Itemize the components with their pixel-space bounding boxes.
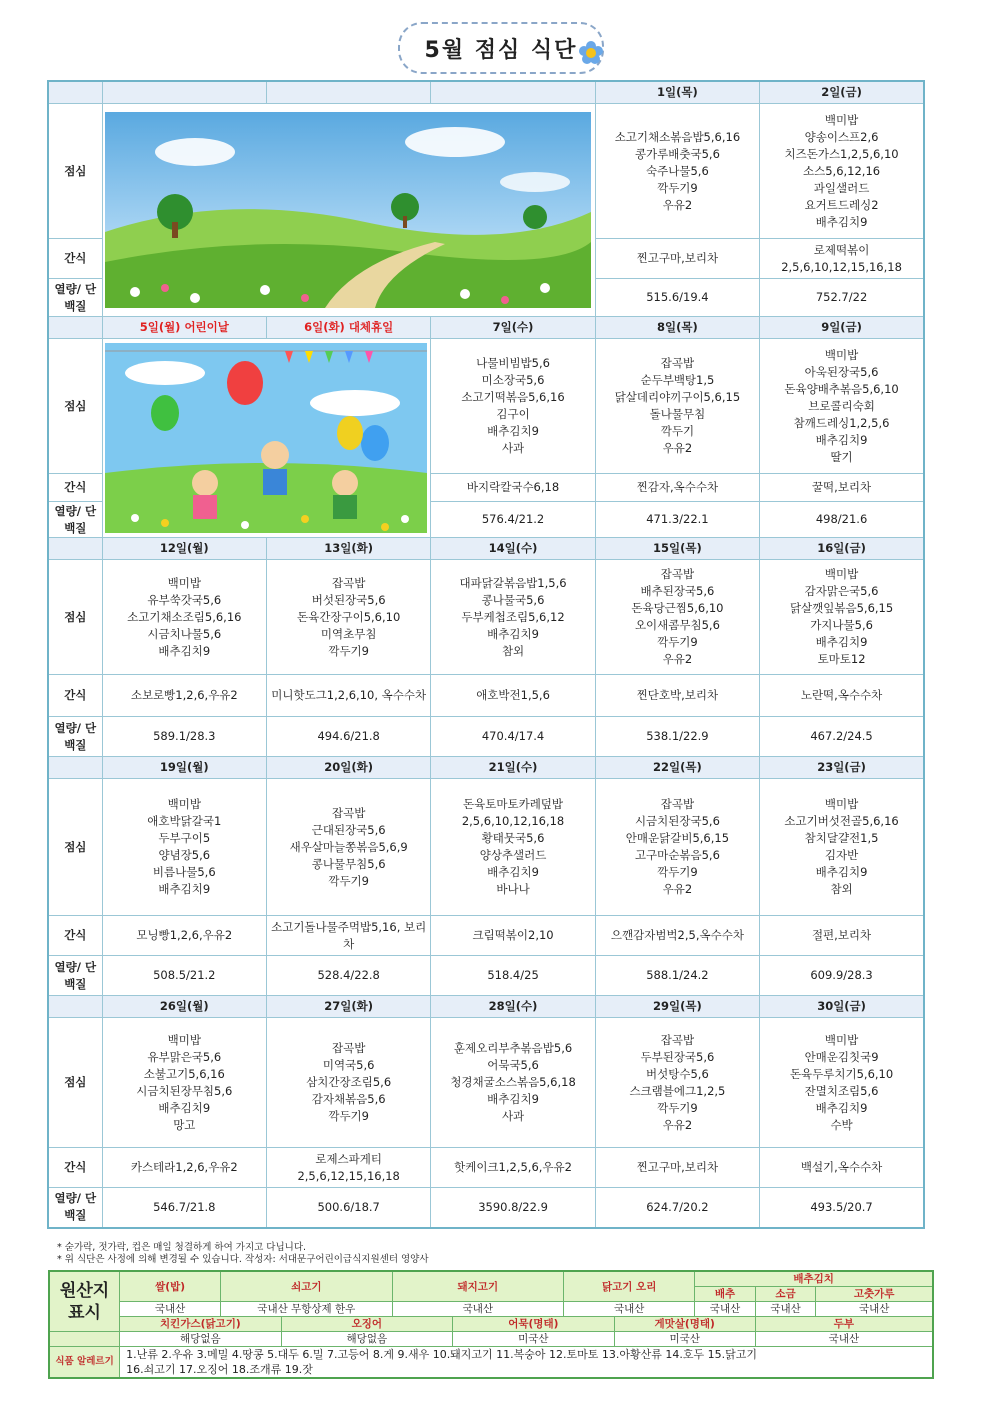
menu-item: 백미밥	[167, 797, 201, 811]
menu-item: 참치달걀전1,5	[804, 831, 879, 845]
snack-label: 간식	[48, 239, 102, 279]
snack-cell: 소고기돌나물주먹밥5,16, 보리차	[266, 916, 430, 956]
menu-item: 잡곡밥	[660, 567, 695, 581]
menu-item: 순두부백탕1,5	[640, 373, 715, 387]
date-header	[431, 81, 595, 104]
snack-cell: 미니핫도그1,2,6,10, 옥수수차	[266, 675, 430, 717]
menu-item: 미역국5,6	[322, 1058, 375, 1072]
lunch-cell	[595, 1018, 759, 1148]
snack-cell: 으깬감자범벅2,5,옥수수차	[595, 916, 759, 956]
chicken-value: 국내산	[564, 1302, 695, 1317]
menu-item: 토마토12	[817, 652, 866, 666]
squid-label: 오징어	[281, 1317, 453, 1332]
menu-item: 배추김치9	[815, 432, 868, 447]
menu-item: 깍두기9	[657, 1100, 698, 1115]
snack-cell: 찐고구마,보리차	[595, 239, 759, 279]
menu-item: 잡곡밥	[332, 575, 366, 590]
date-header: 30일(금)	[760, 996, 924, 1018]
menu-item: 깍두기9	[328, 643, 369, 658]
menu-item: 안매운닭갈비5,6,15	[625, 831, 730, 845]
allergy-line: 16.쇠고기 17.오징어 18.조개류 19.잣	[126, 1363, 313, 1376]
menu-item: 콩나물무침5,6	[311, 856, 386, 871]
nutrition-cell: 470.4/17.4	[431, 717, 595, 757]
menu-item: 소불고기5,6,16	[143, 1066, 225, 1081]
flower-icon	[578, 40, 604, 66]
date-header	[266, 81, 430, 104]
menu-item: 닭살데리야끼구이5,6,15	[614, 390, 741, 404]
fishcake-label: 어묵(명태)	[453, 1317, 614, 1332]
menu-item: 감자맑은국5,6	[804, 584, 879, 598]
menu-item: 유부쑥갓국5,6	[147, 592, 222, 607]
lunch-cell	[431, 779, 595, 916]
lunch-cell	[595, 560, 759, 675]
menu-item: 우유2	[662, 441, 693, 455]
origin-table	[48, 1270, 934, 1379]
menu-item: 삼치간장조림5,6	[306, 1075, 392, 1089]
beef-label: 쇠고기	[221, 1271, 393, 1302]
corner-cell	[48, 317, 102, 339]
menu-item: 대파닭갈볶음밥1,5,6	[459, 575, 567, 590]
cabbage-value: 국내산	[695, 1302, 756, 1317]
corner-cell	[48, 538, 102, 560]
snack-cell: 찐단호박,보리차	[595, 675, 759, 717]
menu-item: 잡곡밥	[332, 1041, 366, 1055]
menu-item: 돈육당근찜5,6,10	[631, 601, 724, 615]
nutrition-cell: 609.9/28.3	[760, 956, 924, 996]
menu-item: 고구마순볶음5,6	[634, 848, 720, 862]
origin-label: 원산지 표시	[49, 1271, 120, 1332]
menu-item: 어묵국5,6	[487, 1058, 539, 1072]
date-header: 23일(금)	[760, 757, 924, 779]
rice-value: 국내산	[120, 1302, 221, 1317]
menu-item: 소스5,6,12,16	[803, 163, 881, 178]
date-header: 12일(월)	[102, 538, 266, 560]
snack-label: 간식	[48, 474, 102, 502]
menu-item: 백미밥	[824, 567, 859, 581]
menu-item: 깍두기9	[657, 865, 698, 879]
corner-cell	[48, 81, 102, 104]
menu-item: 사과	[501, 1109, 525, 1123]
menu-item: 버섯된장국5,6	[311, 592, 386, 607]
nutrition-cell: 498/21.6	[760, 502, 924, 538]
allergy-line: 1.난류 2.우유 3.메밀 4.땅콩 5.대두 6.밀 7.고등어 8.게 9.새우 10.돼지고기 11.복숭아 12.토마토 13.아황산류 14.호두 15.닭고기	[126, 1348, 758, 1361]
menu-item: 잔멸치조림5,6	[804, 1083, 879, 1098]
pepper-label: 고춧가루	[816, 1287, 933, 1302]
date-header: 9일(금)	[760, 317, 924, 339]
date-header	[102, 81, 266, 104]
menu-item: 참깨드레싱1,2,5,6	[793, 415, 890, 430]
menu-item: 가지나물5,6	[810, 618, 873, 632]
menu-item: 돌나물무침	[649, 407, 706, 421]
nutrition-cell: 494.6/21.8	[266, 717, 430, 757]
lunch-cell	[595, 779, 759, 916]
lunch-label: 점심	[48, 779, 102, 916]
lunch-cell	[102, 560, 266, 675]
menu-item: 배추김치9	[158, 643, 211, 658]
children-balloons-image	[102, 339, 431, 538]
menu-item: 잡곡밥	[332, 805, 366, 820]
menu-item: 소고기떡볶음5,6,16	[461, 390, 565, 404]
crab-value: 미국산	[614, 1332, 755, 1347]
menu-item: 배추김치9	[487, 424, 539, 438]
menu-item: 깍두기9	[657, 180, 698, 195]
date-header: 21일(수)	[431, 757, 595, 779]
menu-item: 김자반	[824, 848, 859, 862]
lunch-cell	[760, 560, 924, 675]
menu-item: 깍두기9	[328, 873, 369, 888]
tofu-value: 국내산	[755, 1332, 933, 1347]
lunch-label: 점심	[48, 560, 102, 675]
menu-item: 양상추샐러드	[479, 848, 547, 862]
menu-item: 스크램블에그1,2,5	[629, 1083, 726, 1098]
menu-item: 미소장국5,6	[481, 373, 545, 387]
menu-item: 돈육양배추볶음5,6,10	[784, 381, 899, 396]
date-header: 1일(목)	[595, 81, 759, 104]
note-line: * 위 식단은 사정에 의해 변경될 수 있습니다. 작성자: 서대문구어린이급식지원센터 영양사	[57, 1254, 429, 1265]
date-header: 7일(수)	[431, 317, 595, 339]
pepper-value: 국내산	[816, 1302, 933, 1317]
lunch-cell	[266, 560, 430, 675]
lunch-cell	[266, 1018, 430, 1148]
allergy-label: 식품 알레르기	[49, 1347, 120, 1379]
crab-label: 게맛살(명태)	[614, 1317, 755, 1332]
menu-item: 안매운김칫국9	[804, 1049, 879, 1064]
lunch-label: 점심	[48, 339, 102, 474]
menu-item: 바나나	[496, 882, 530, 896]
lunch-cell	[760, 1018, 924, 1148]
pork-value: 국내산	[392, 1302, 564, 1317]
menu-table	[47, 80, 925, 1229]
menu-item: 소고기버섯전골5,6,16	[784, 814, 899, 828]
menu-item: 2,5,6,10,12,16,18	[461, 814, 565, 828]
menu-item: 훈제오리부추볶음밥5,6	[453, 1041, 573, 1055]
snack-cell: 핫케이크1,2,5,6,우유2	[431, 1148, 595, 1188]
lunch-cell	[102, 779, 266, 916]
snack-label: 간식	[48, 916, 102, 956]
menu-item: 백미밥	[824, 112, 859, 127]
menu-item: 딸기	[830, 449, 853, 464]
snack-label: 간식	[48, 1148, 102, 1188]
menu-item: 나물비빔밥5,6	[476, 356, 550, 370]
menu-item: 돈육간장구이5,6,10	[297, 609, 401, 624]
nutrition-cell: 493.5/20.7	[760, 1188, 924, 1228]
menu-item: 참외	[501, 643, 525, 658]
menu-item: 배추김치9	[487, 865, 539, 879]
snack-cell: 바지락칼국수6,18	[431, 474, 595, 502]
nutrition-label: 열량/ 단백질	[48, 279, 102, 317]
snack-cell: 애호박전1,5,6	[431, 675, 595, 717]
snack-cell: 소보로빵1,2,6,우유2	[102, 675, 266, 717]
lunch-cell	[266, 779, 430, 916]
menu-item: 우유2	[662, 652, 693, 666]
nutrition-cell: 471.3/22.1	[595, 502, 759, 538]
menu-item: 백미밥	[167, 575, 201, 590]
menu-item: 시금치된장무침5,6	[136, 1083, 233, 1098]
nutrition-cell: 3590.8/22.9	[431, 1188, 595, 1228]
page-title: 5월 점심 식단	[424, 37, 578, 63]
nutrition-cell: 518.4/25	[431, 956, 595, 996]
lunch-cell	[760, 779, 924, 916]
snack-cell: 꿀떡,보리차	[760, 474, 924, 502]
title-box	[398, 22, 604, 74]
fishcake-value: 미국산	[453, 1332, 614, 1347]
date-header: 29일(목)	[595, 996, 759, 1018]
menu-item: 백미밥	[167, 1032, 201, 1047]
date-header: 14일(수)	[431, 538, 595, 560]
kimchi-label: 배추김치	[695, 1271, 933, 1287]
snack-cell: 찐고구마,보리차	[595, 1148, 759, 1188]
snack-cell: 크림떡볶이2,10	[431, 916, 595, 956]
menu-item: 잡곡밥	[660, 1032, 695, 1047]
snack-cell: 모닝빵1,2,6,우유2	[102, 916, 266, 956]
menu-item: 사과	[501, 441, 525, 455]
date-header: 22일(목)	[595, 757, 759, 779]
menu-item: 백미밥	[824, 797, 859, 811]
lunch-label: 점심	[48, 1018, 102, 1148]
snack-cell: 백설기,옥수수차	[760, 1148, 924, 1188]
lunch-cell	[595, 339, 759, 474]
menu-item: 새우살마늘쫑볶음5,6,9	[289, 839, 408, 854]
nutrition-cell: 515.6/19.4	[595, 279, 759, 317]
menu-item: 깍두기9	[328, 1109, 369, 1123]
pork-label: 돼지고기	[392, 1271, 564, 1302]
menu-item: 우유2	[662, 1117, 693, 1132]
menu-item: 미역초무침	[320, 626, 377, 641]
menu-item: 우유2	[662, 197, 693, 212]
date-header: 19일(월)	[102, 757, 266, 779]
nutrition-cell: 576.4/21.2	[431, 502, 595, 538]
menu-item: 숙주나물5,6	[646, 163, 709, 178]
menu-item: 닭살깻잎볶음5,6,15	[789, 601, 894, 615]
nutrition-label: 열량/ 단백질	[48, 502, 102, 538]
menu-item: 버섯탕수5,6	[646, 1066, 709, 1081]
nutrition-cell: 546.7/21.8	[102, 1188, 266, 1228]
menu-item: 배추김치9	[158, 882, 211, 896]
menu-item: 소고기채소조림5,6,16	[127, 609, 242, 624]
rice-label: 쌀(밥)	[120, 1271, 221, 1302]
lunch-cell	[760, 104, 924, 239]
menu-item: 깍두기	[660, 424, 695, 438]
date-header: 15일(목)	[595, 538, 759, 560]
snack-cell: 로제스파게티 2,5,6,12,15,16,18	[266, 1148, 430, 1188]
menu-item: 콩가루배춧국5,6	[634, 146, 720, 161]
menu-item: 아욱된장국5,6	[804, 364, 879, 379]
menu-item: 두부케첩조림5,6,12	[461, 609, 565, 624]
date-header: 26일(월)	[102, 996, 266, 1018]
menu-item: 김구이	[496, 407, 530, 421]
note-line: * 숟가락, 젓가락, 컵은 매일 청결하게 하여 가지고 다닙니다.	[57, 1242, 307, 1253]
snack-label: 간식	[48, 675, 102, 717]
salt-value: 국내산	[755, 1302, 816, 1317]
date-header: 2일(금)	[760, 81, 924, 104]
nutrition-cell: 624.7/20.2	[595, 1188, 759, 1228]
menu-item: 양송이스프2,6	[804, 129, 879, 144]
date-header: 27일(화)	[266, 996, 430, 1018]
nutrition-cell: 508.5/21.2	[102, 956, 266, 996]
lunch-cell	[431, 1018, 595, 1148]
nutrition-cell: 467.2/24.5	[760, 717, 924, 757]
corner-cell	[48, 757, 102, 779]
menu-item: 배추김치9	[158, 1100, 211, 1115]
menu-item: 시금치된장국5,6	[634, 814, 720, 828]
snack-cell: 로제떡볶이 2,5,6,10,12,15,16,18	[760, 239, 924, 279]
menu-item: 두부구이5	[158, 831, 211, 845]
menu-item: 돈육두루치기5,6,10	[789, 1066, 894, 1081]
date-header: 13일(화)	[266, 538, 430, 560]
menu-item: 치즈돈가스1,2,5,6,10	[784, 146, 899, 161]
lunch-cell	[760, 339, 924, 474]
date-header: 28일(수)	[431, 996, 595, 1018]
menu-item: 배추김치9	[487, 626, 539, 641]
snack-cell: 노란떡,옥수수차	[760, 675, 924, 717]
menu-item: 돈육토마토카레덮밥	[463, 797, 564, 811]
menu-item: 참외	[830, 882, 853, 896]
lunch-label: 점심	[48, 104, 102, 239]
nutrition-cell: 528.4/22.8	[266, 956, 430, 996]
nutrition-cell: 538.1/22.9	[595, 717, 759, 757]
menu-item: 배추김치9	[815, 635, 868, 649]
nutrition-cell: 588.1/24.2	[595, 956, 759, 996]
lunch-cell	[431, 560, 595, 675]
menu-item: 우유2	[662, 882, 693, 896]
menu-item: 양념장5,6	[158, 848, 211, 862]
date-header: 5일(월) 어린이날	[102, 317, 266, 339]
menu-item: 청경채굴소스볶음5,6,18	[450, 1075, 576, 1089]
allergy-list	[120, 1347, 933, 1379]
menu-item: 배추김치9	[487, 1092, 539, 1106]
menu-item: 망고	[173, 1117, 196, 1132]
menu-item: 과일샐러드	[813, 180, 870, 195]
menu-item: 배추김치9	[815, 1100, 868, 1115]
cutlet-label: 치킨가스(닭고기)	[120, 1317, 281, 1332]
menu-item: 깍두기9	[657, 635, 698, 649]
cabbage-label: 배추	[695, 1287, 756, 1302]
menu-item: 수박	[830, 1117, 853, 1132]
menu-item: 근대된장국5,6	[311, 822, 386, 837]
menu-item: 잡곡밥	[660, 797, 695, 811]
menu-item: 두부된장국5,6	[640, 1049, 715, 1064]
menu-item: 시금치나물5,6	[147, 626, 222, 641]
date-header: 16일(금)	[760, 538, 924, 560]
lunch-cell	[431, 339, 595, 474]
snack-cell: 카스테라1,2,6,우유2	[102, 1148, 266, 1188]
date-header: 20일(화)	[266, 757, 430, 779]
spring-landscape-image	[102, 104, 595, 317]
snack-cell: 절편,보리차	[760, 916, 924, 956]
nutrition-cell: 589.1/28.3	[102, 717, 266, 757]
nutrition-label: 열량/ 단백질	[48, 1188, 102, 1228]
menu-item: 브로콜리숙회	[808, 398, 875, 413]
nutrition-cell: 500.6/18.7	[266, 1188, 430, 1228]
menu-item: 요거트드레싱2	[804, 197, 879, 212]
nutrition-label: 열량/ 단백질	[48, 717, 102, 757]
tofu-label: 두부	[755, 1317, 933, 1332]
date-header: 6일(화) 대체휴일	[266, 317, 430, 339]
menu-item: 잡곡밥	[660, 356, 695, 370]
menu-item: 배추김치9	[815, 214, 868, 229]
squid-value: 해당없음	[281, 1332, 453, 1347]
salt-label: 소금	[755, 1287, 816, 1302]
nutrition-cell: 752.7/22	[760, 279, 924, 317]
lunch-cell	[102, 1018, 266, 1148]
chicken-label: 닭고기 오리	[564, 1271, 695, 1302]
snack-cell: 찐감자,옥수수차	[595, 474, 759, 502]
menu-item: 배추김치9	[815, 865, 868, 879]
lunch-cell	[595, 104, 759, 239]
nutrition-label: 열량/ 단백질	[48, 956, 102, 996]
menu-item: 백미밥	[824, 1032, 859, 1047]
beef-value: 국내산 무항상제 한우	[221, 1302, 393, 1317]
menu-item: 애호박닭갈국1	[147, 814, 222, 828]
corner-cell	[48, 996, 102, 1018]
date-header: 8일(목)	[595, 317, 759, 339]
cutlet-value: 해당없음	[120, 1332, 281, 1347]
menu-item: 백미밥	[824, 347, 859, 362]
menu-item: 소고기채소볶음밥5,6,16	[614, 129, 741, 144]
menu-item: 오이새콤무침5,6	[634, 618, 720, 632]
notes	[57, 1242, 429, 1266]
menu-item: 감자채볶음5,6	[311, 1092, 386, 1106]
menu-item: 황태뭇국5,6	[481, 831, 545, 845]
menu-item: 콩나물국5,6	[481, 592, 545, 607]
menu-item: 비름나물5,6	[152, 865, 216, 879]
menu-item: 배추된장국5,6	[640, 584, 715, 598]
menu-item: 유부맑은국5,6	[147, 1049, 222, 1064]
